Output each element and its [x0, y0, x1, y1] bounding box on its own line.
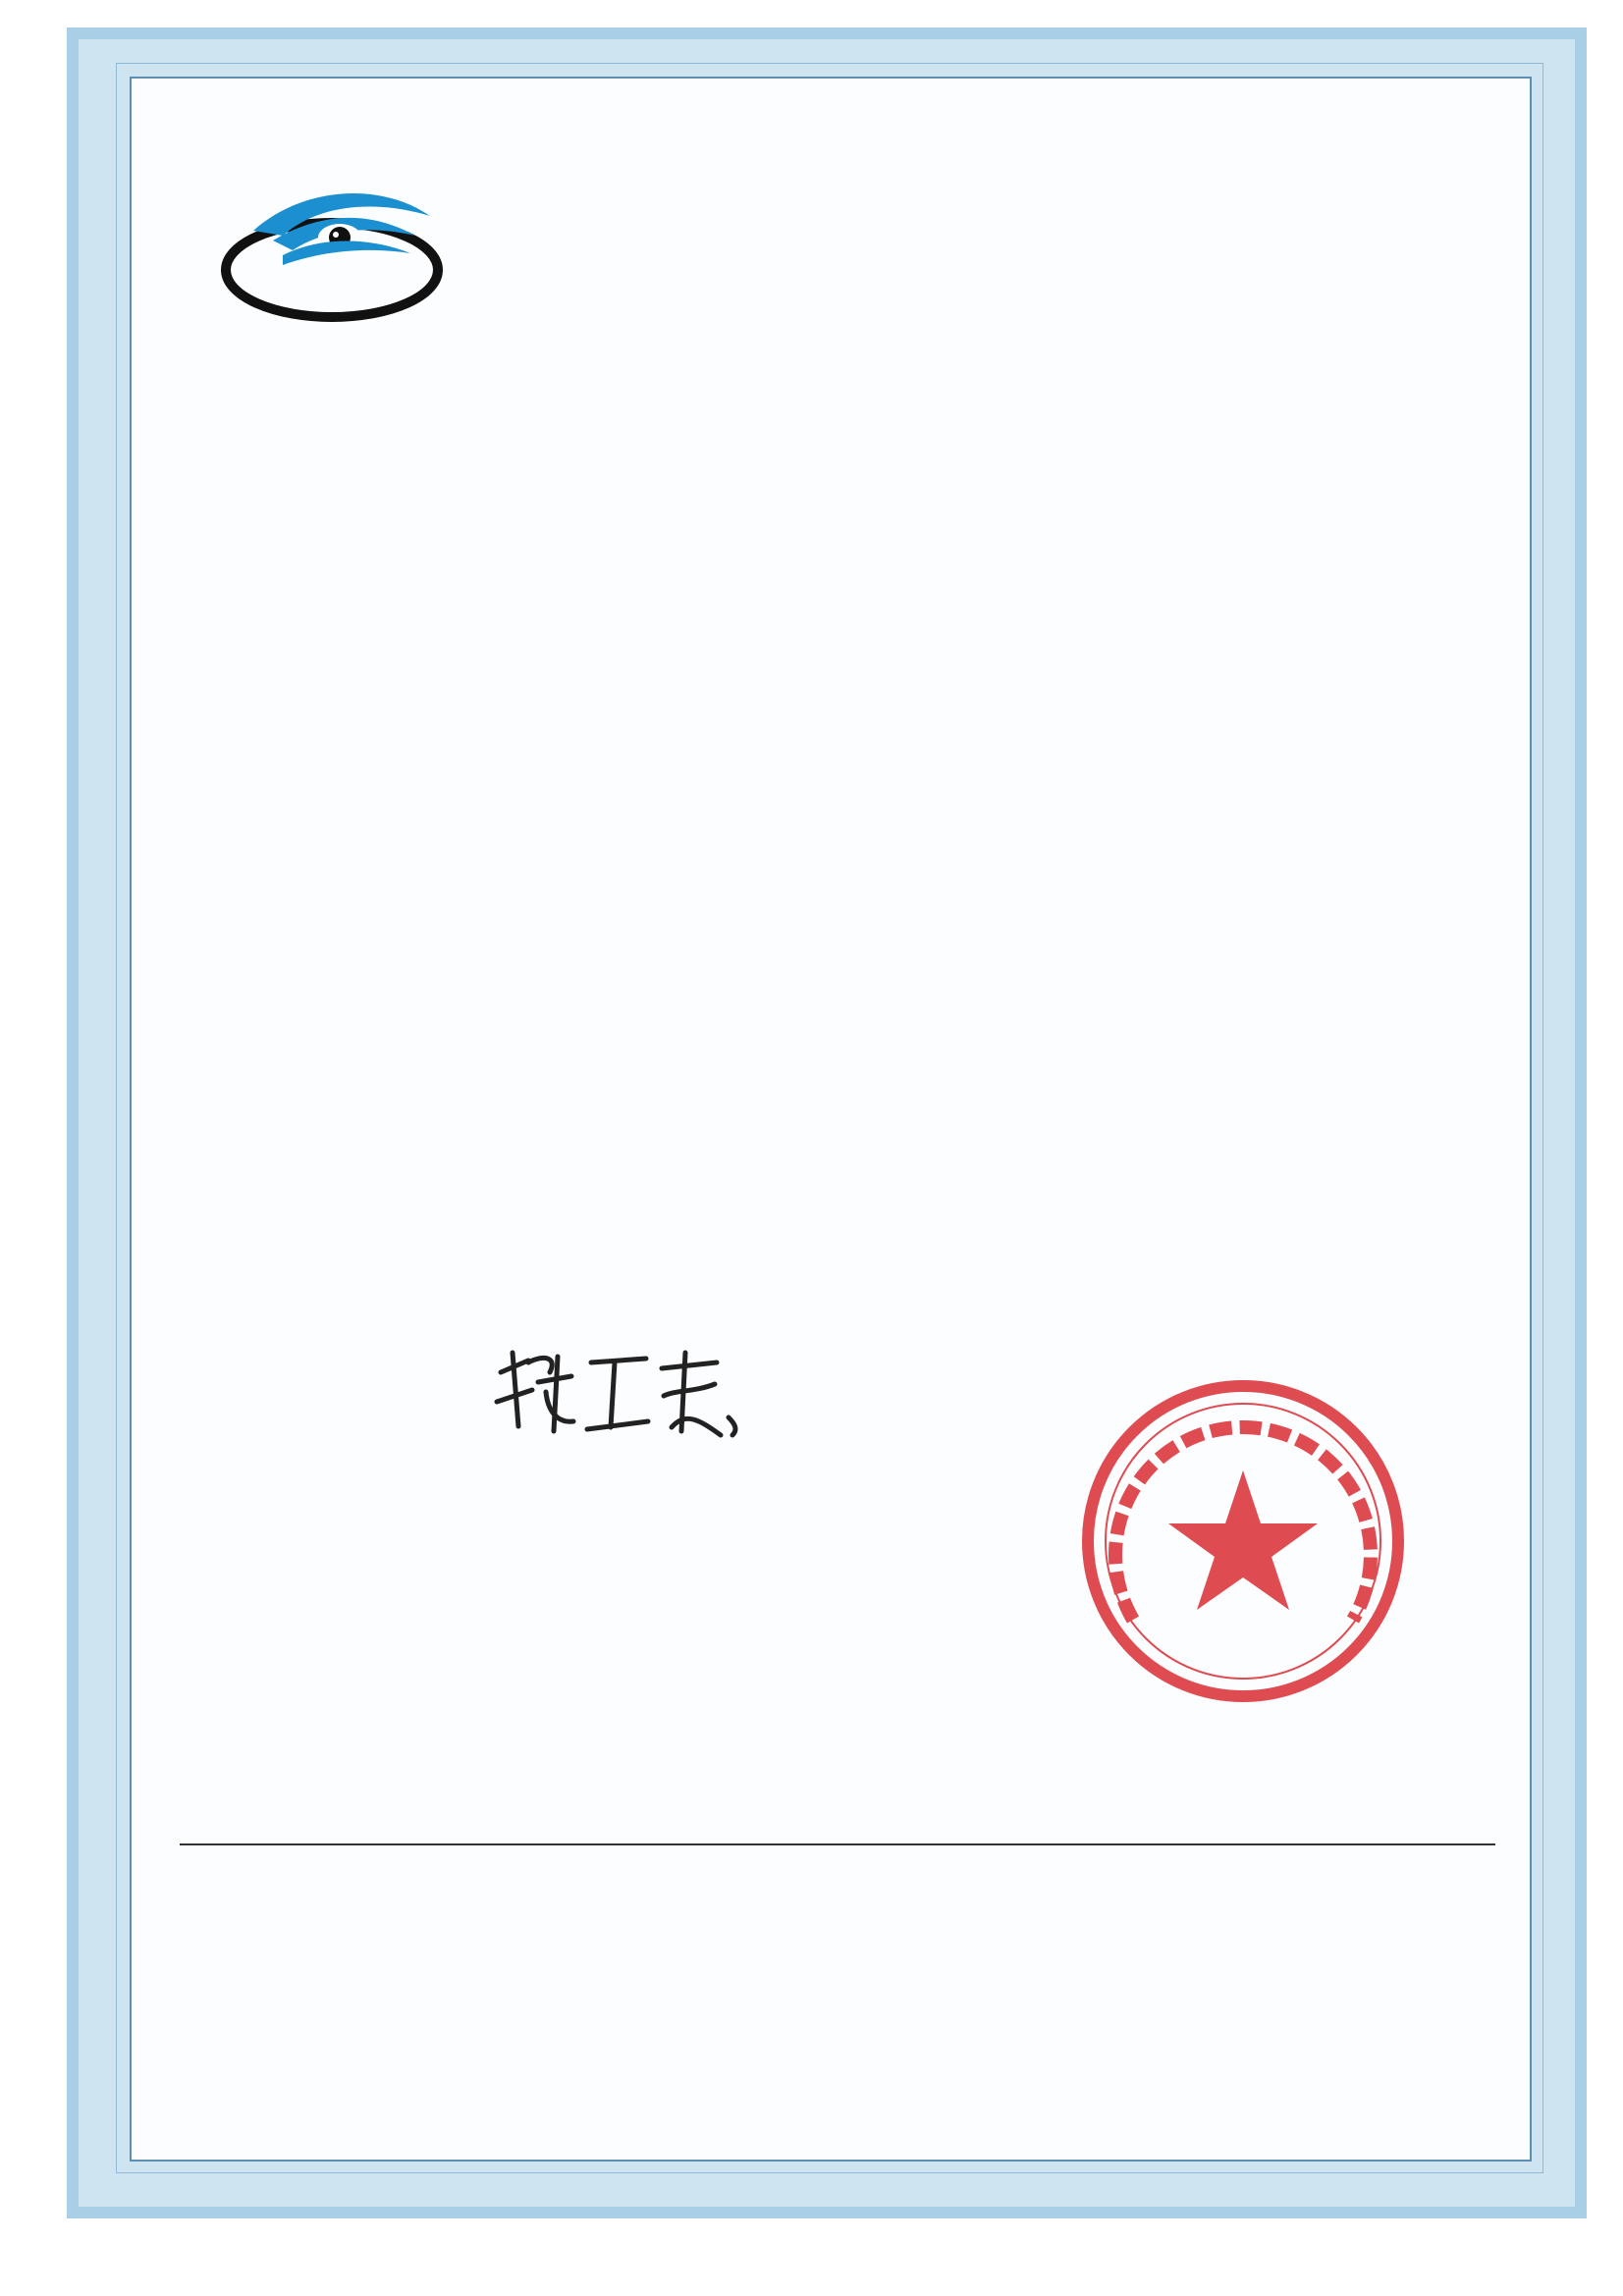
cccmt-eye-emblem-icon [214, 177, 450, 324]
certificate-paper [130, 77, 1532, 2162]
official-seal-icon [1076, 1374, 1410, 1708]
divider-line [180, 1843, 1495, 1845]
signature-icon [489, 1333, 744, 1451]
cccmt-logo [214, 177, 450, 353]
